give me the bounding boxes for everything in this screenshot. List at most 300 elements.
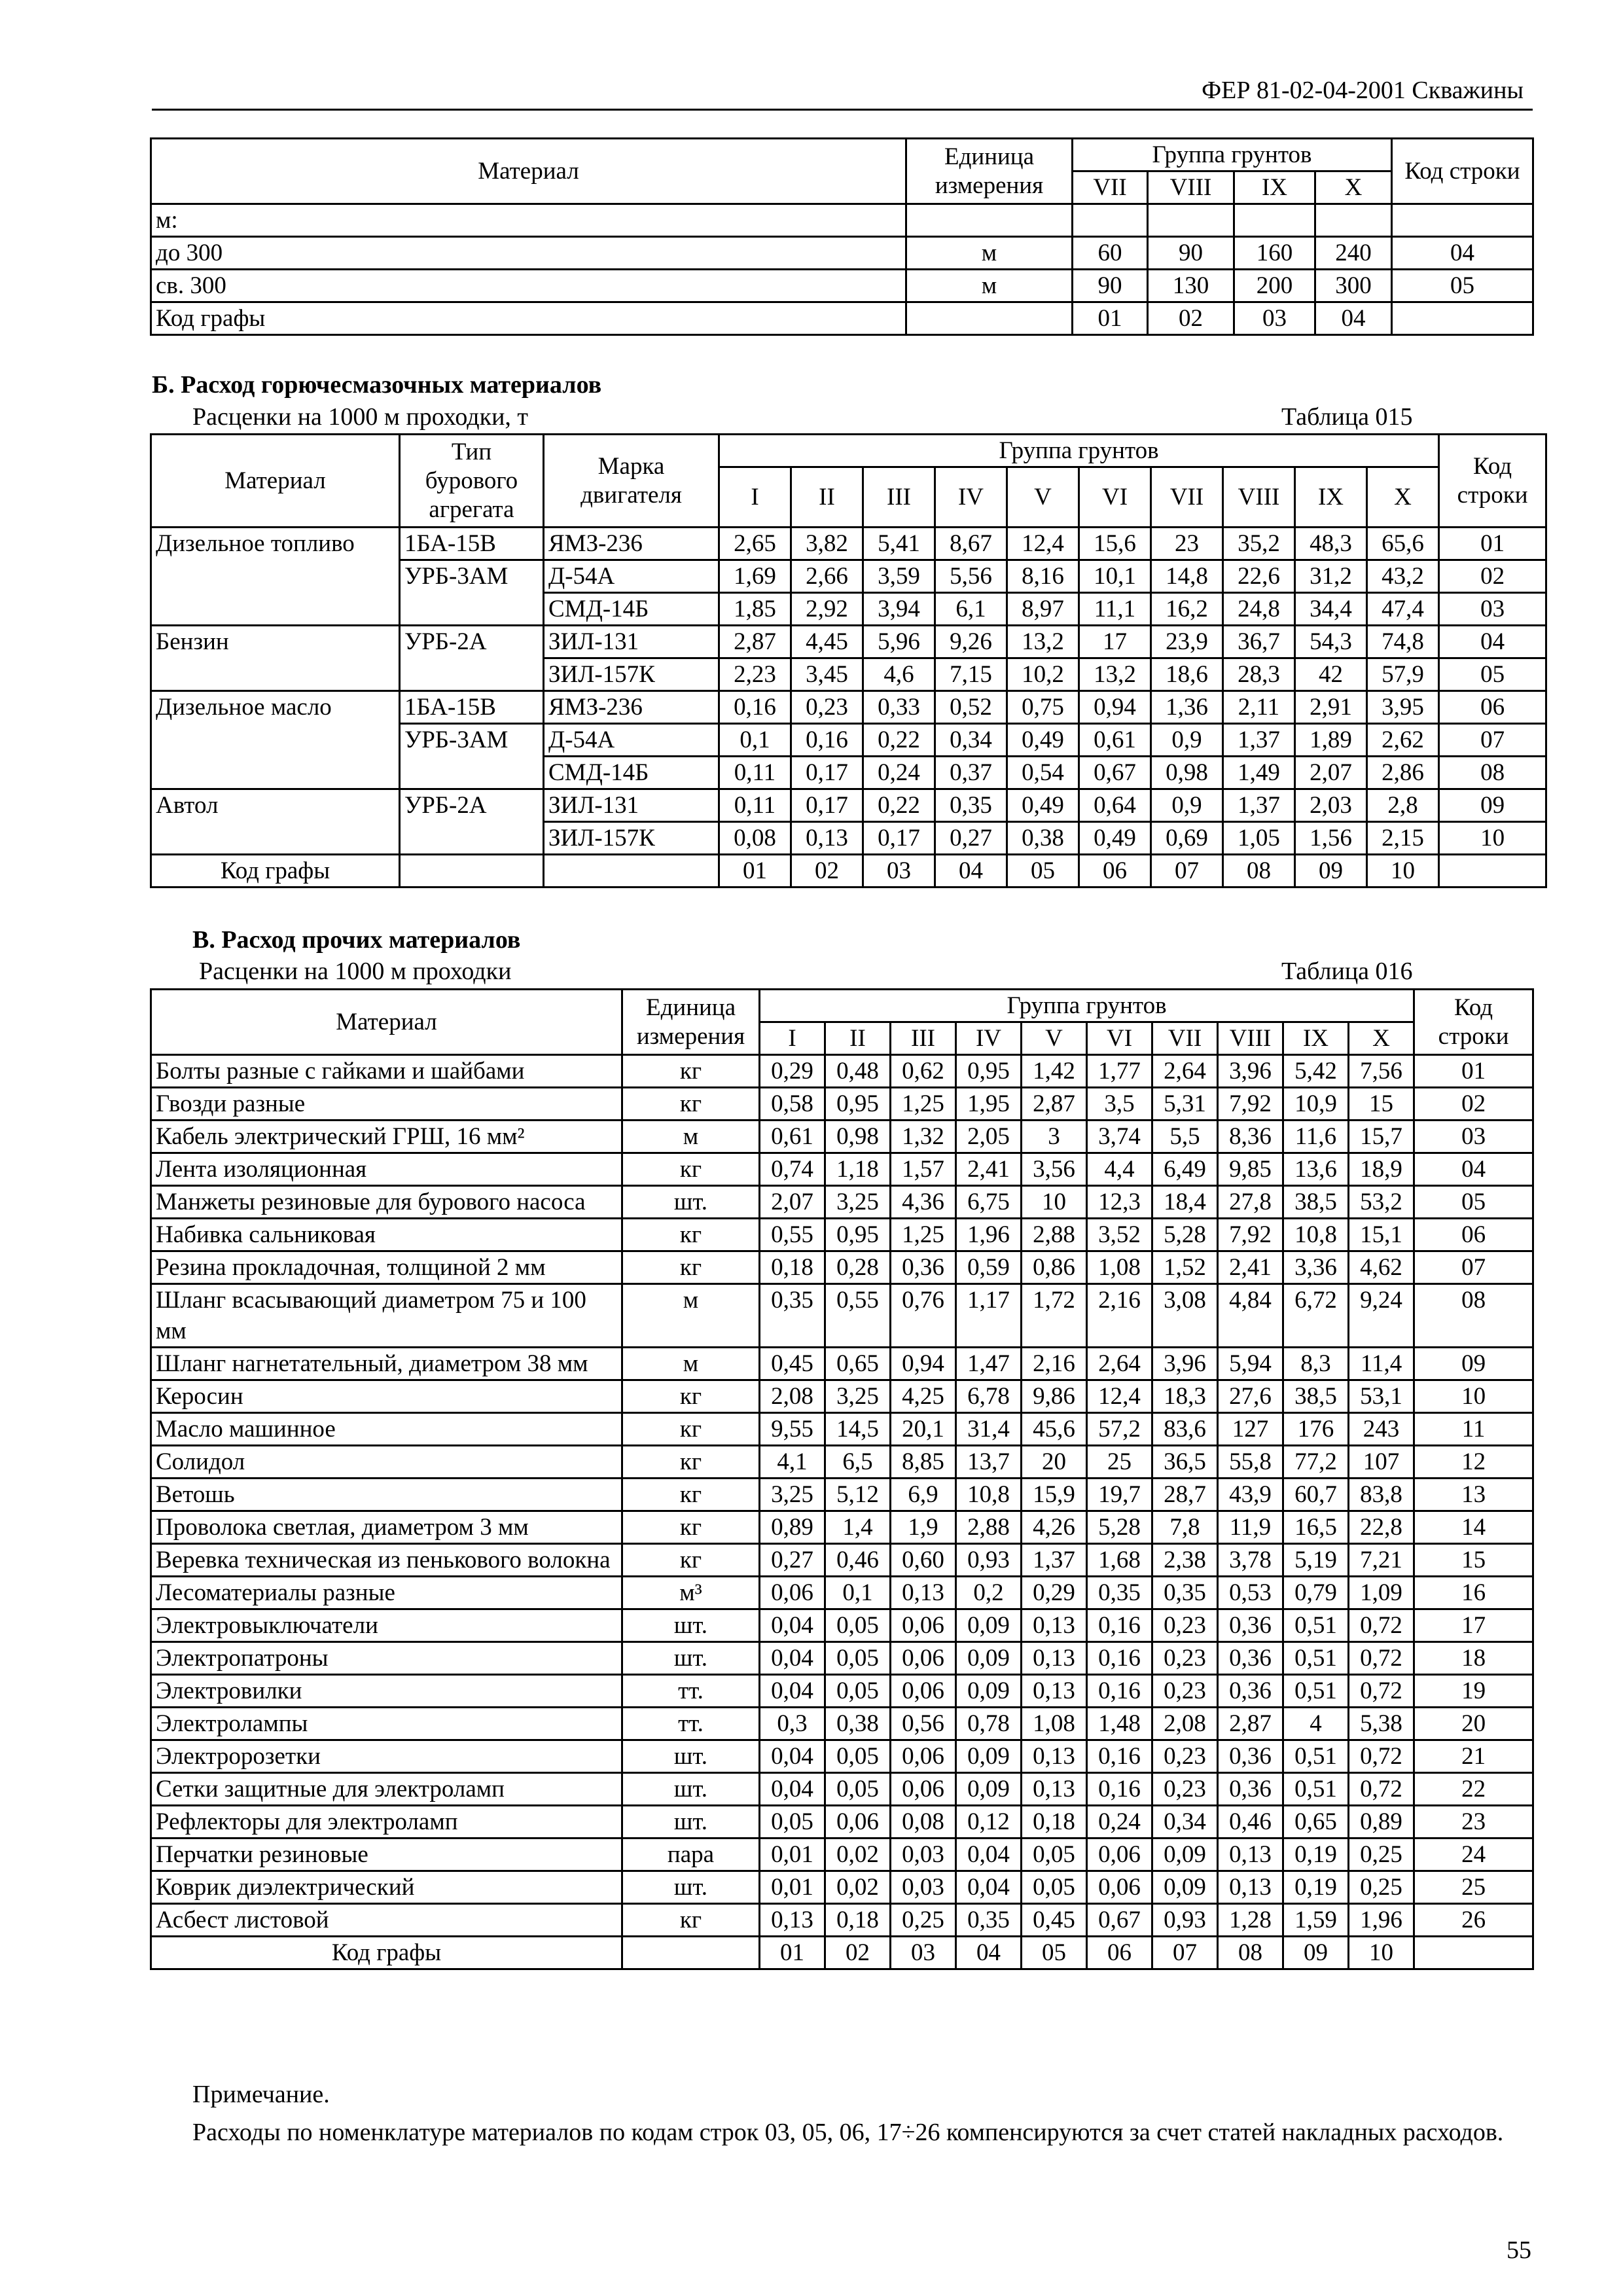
value-cell: 0,53 [1218, 1577, 1283, 1609]
value-cell: 0,05 [825, 1609, 891, 1642]
value-cell: 83,8 [1349, 1479, 1414, 1511]
engine-cell: ЗИЛ-131 [544, 789, 719, 822]
unit-cell: кг [622, 1413, 760, 1446]
value-cell: 0,27 [760, 1544, 825, 1577]
value-cell: 10,8 [1283, 1219, 1349, 1251]
table-row [151, 1544, 1533, 1577]
value-cell: 10,9 [1283, 1088, 1349, 1121]
value-cell: 5,28 [1152, 1219, 1218, 1251]
empty-cell [400, 855, 544, 888]
value-cell: 0,72 [1349, 1675, 1414, 1708]
value-cell: 2,38 [1152, 1544, 1218, 1577]
value-cell: 0,56 [891, 1708, 956, 1740]
value-cell: 240 [1315, 237, 1392, 270]
value-cell: 0,48 [825, 1055, 891, 1088]
value-cell: 0,58 [760, 1088, 825, 1121]
value-cell: 0,72 [1349, 1609, 1414, 1642]
value-cell: 0,55 [760, 1219, 825, 1251]
unit-cell: шт. [622, 1740, 760, 1773]
value-cell: 2,64 [1152, 1055, 1218, 1088]
unit-cell: шт. [622, 1186, 760, 1219]
material-cell: Шланг нагнетательный, диаметром 38 мм [151, 1348, 622, 1380]
value-cell: 0,09 [956, 1642, 1022, 1675]
value-cell: 3,08 [1152, 1284, 1218, 1348]
material-cell: Дизельное топливо [151, 528, 400, 626]
material-cell: Ветошь [151, 1479, 622, 1511]
row-code-cell: 03 [1439, 593, 1546, 626]
value-cell: 23,9 [1151, 626, 1223, 658]
col-type-header: Тип бурового агрегата [400, 435, 544, 528]
column-code-row [151, 855, 1546, 888]
table-row [151, 1413, 1533, 1446]
value-cell: 0,08 [891, 1806, 956, 1839]
value-cell: 0,13 [891, 1577, 956, 1609]
table-015-label: Таблица 015 [1281, 403, 1413, 431]
value-cell: 1,59 [1283, 1904, 1349, 1937]
row-code-cell: 09 [1414, 1348, 1533, 1380]
row-code-cell: 22 [1414, 1773, 1533, 1806]
unit-cell: кг [622, 1055, 760, 1088]
value-cell: 0,38 [825, 1708, 891, 1740]
value-cell: 1,72 [1022, 1284, 1087, 1348]
value-cell: 20 [1022, 1446, 1087, 1479]
row-code-cell: 01 [1439, 528, 1546, 560]
drill-type-cell: УРБ-2А [400, 626, 544, 691]
value-cell: 4,26 [1022, 1511, 1087, 1544]
value-cell: 0,49 [1007, 724, 1079, 757]
value-cell: 4 [1283, 1708, 1349, 1740]
value-cell: 0,19 [1283, 1871, 1349, 1904]
column-code-cell: 04 [1315, 302, 1392, 335]
value-cell: 5,94 [1218, 1348, 1283, 1380]
material-cell: Веревка техническая из пенькового волокна [151, 1544, 622, 1577]
row-code-cell: 23 [1414, 1806, 1533, 1839]
value-cell: 9,24 [1349, 1284, 1414, 1348]
value-cell: 0,22 [863, 724, 935, 757]
value-cell: 15,6 [1079, 528, 1151, 560]
value-cell: 0,95 [956, 1055, 1022, 1088]
value-cell: 25 [1087, 1446, 1152, 1479]
material-cell: Электророзетки [151, 1740, 622, 1773]
table-row [151, 789, 1546, 822]
value-cell: 0,09 [1152, 1871, 1218, 1904]
value-cell: 0,23 [1152, 1773, 1218, 1806]
value-cell: 8,85 [891, 1446, 956, 1479]
value-cell: 4,4 [1087, 1153, 1152, 1186]
value-cell: 4,45 [791, 626, 863, 658]
value-cell: 0,05 [1022, 1871, 1087, 1904]
material-cell: Лесоматериалы разные [151, 1577, 622, 1609]
value-cell: 20,1 [891, 1413, 956, 1446]
value-cell: 8,36 [1218, 1121, 1283, 1153]
value-cell: 11,9 [1218, 1511, 1283, 1544]
col-unit-header: Единица измерения [622, 990, 760, 1055]
value-cell: 0,79 [1283, 1577, 1349, 1609]
column-code-cell: 07 [1151, 855, 1223, 888]
value-cell [1315, 204, 1392, 237]
value-cell: 1,49 [1223, 757, 1295, 789]
value-cell: 5,56 [935, 560, 1007, 593]
empty-cell [622, 1937, 760, 1969]
value-cell: 0,13 [760, 1904, 825, 1937]
col-group-header: Группа грунтов [719, 435, 1439, 467]
value-cell: 18,3 [1152, 1380, 1218, 1413]
value-cell: 1,18 [825, 1153, 891, 1186]
value-cell: 107 [1349, 1446, 1414, 1479]
value-cell: 160 [1234, 237, 1315, 270]
value-cell: 0,61 [1079, 724, 1151, 757]
value-cell: 13,6 [1283, 1153, 1349, 1186]
value-cell: 0,13 [1022, 1773, 1087, 1806]
value-cell: 38,5 [1283, 1380, 1349, 1413]
table-row [151, 270, 1533, 302]
value-cell: 1,25 [891, 1088, 956, 1121]
material-cell: Болты разные с гайками и шайбами [151, 1055, 622, 1088]
value-cell: 57,2 [1087, 1413, 1152, 1446]
value-cell: 0,25 [1349, 1839, 1414, 1871]
value-cell: 2,65 [719, 528, 791, 560]
group-header-3: III [863, 467, 935, 528]
value-cell: 1,68 [1087, 1544, 1152, 1577]
table-016-label: Таблица 016 [1281, 958, 1413, 985]
material-cell: Резина прокладочная, толщиной 2 мм [151, 1251, 622, 1284]
value-cell: 0,17 [791, 789, 863, 822]
value-cell: 2,41 [1218, 1251, 1283, 1284]
value-cell: 6,78 [956, 1380, 1022, 1413]
row-code-cell: 08 [1439, 757, 1546, 789]
engine-cell: СМД-14Б [544, 593, 719, 626]
value-cell: 16,2 [1151, 593, 1223, 626]
material-cell: Электровилки [151, 1675, 622, 1708]
value-cell: 54,3 [1295, 626, 1367, 658]
table-row [151, 1708, 1533, 1740]
value-cell: 0,34 [935, 724, 1007, 757]
value-cell: 0,17 [791, 757, 863, 789]
value-cell: 3,59 [863, 560, 935, 593]
value-cell: 5,31 [1152, 1088, 1218, 1121]
value-cell: 3,52 [1087, 1219, 1152, 1251]
value-cell: 17 [1079, 626, 1151, 658]
value-cell: 0,08 [719, 822, 791, 855]
value-cell: 11,6 [1283, 1121, 1349, 1153]
value-cell: 0,93 [1152, 1904, 1218, 1937]
value-cell: 0,06 [891, 1609, 956, 1642]
row-code-cell: 06 [1439, 691, 1546, 724]
value-cell: 35,2 [1223, 528, 1295, 560]
value-cell: 10,1 [1079, 560, 1151, 593]
value-cell: 0,95 [825, 1219, 891, 1251]
group-header-3: IX [1234, 171, 1315, 204]
value-cell: 2,23 [719, 658, 791, 691]
column-code-cell: 08 [1218, 1937, 1283, 1969]
drill-type-cell: УРБ-3АМ [400, 560, 544, 626]
value-cell: 4,1 [760, 1446, 825, 1479]
value-cell: 48,3 [1295, 528, 1367, 560]
value-cell: 0,45 [760, 1348, 825, 1380]
material-cell: м: [151, 204, 906, 237]
value-cell: 43,9 [1218, 1479, 1283, 1511]
value-cell: 0,51 [1283, 1609, 1349, 1642]
value-cell: 0,24 [863, 757, 935, 789]
value-cell: 0,98 [825, 1121, 891, 1153]
unit-cell: кг [622, 1251, 760, 1284]
value-cell: 0,51 [1283, 1740, 1349, 1773]
value-cell: 22,8 [1349, 1511, 1414, 1544]
row-code-cell: 07 [1414, 1251, 1533, 1284]
value-cell: 0,2 [956, 1577, 1022, 1609]
column-code-cell: 05 [1022, 1937, 1087, 1969]
unit-cell: шт. [622, 1642, 760, 1675]
value-cell: 5,96 [863, 626, 935, 658]
value-cell: 2,91 [1295, 691, 1367, 724]
value-cell: 4,36 [891, 1186, 956, 1219]
engine-cell: Д-54А [544, 560, 719, 593]
row-code-cell: 04 [1414, 1153, 1533, 1186]
table-a [150, 137, 1534, 336]
value-cell: 0,72 [1349, 1740, 1414, 1773]
value-cell: 13,7 [956, 1446, 1022, 1479]
row-code-cell: 09 [1439, 789, 1546, 822]
value-cell: 7,56 [1349, 1055, 1414, 1088]
value-cell: 0,23 [1152, 1740, 1218, 1773]
value-cell: 3,96 [1152, 1348, 1218, 1380]
row-code-cell: 08 [1414, 1284, 1533, 1348]
unit-cell: тт. [622, 1708, 760, 1740]
value-cell: 4,62 [1349, 1251, 1414, 1284]
drill-type-cell: УРБ-3АМ [400, 724, 544, 789]
value-cell: 176 [1283, 1413, 1349, 1446]
group-header-9: IX [1295, 467, 1367, 528]
value-cell: 2,86 [1367, 757, 1439, 789]
unit-cell: м [622, 1348, 760, 1380]
value-cell: 300 [1315, 270, 1392, 302]
material-cell: Шланг всасывающий диаметром 75 и 100 мм [151, 1284, 622, 1348]
value-cell: 4,84 [1218, 1284, 1283, 1348]
material-cell: Дизельное масло [151, 691, 400, 789]
value-cell: 0,23 [1152, 1609, 1218, 1642]
group-header-1: I [760, 1022, 825, 1055]
group-header-10: X [1349, 1022, 1414, 1055]
material-cell: Масло машинное [151, 1413, 622, 1446]
unit-cell: кг [622, 1904, 760, 1937]
value-cell: 1,05 [1223, 822, 1295, 855]
value-cell: 0,51 [1283, 1773, 1349, 1806]
value-cell: 4,6 [863, 658, 935, 691]
row-code-cell: 12 [1414, 1446, 1533, 1479]
value-cell: 0,05 [825, 1642, 891, 1675]
value-cell: 57,9 [1367, 658, 1439, 691]
value-cell: 0,06 [825, 1806, 891, 1839]
table-015 [150, 433, 1547, 888]
value-cell: 1,36 [1151, 691, 1223, 724]
material-cell: Проволока светлая, диаметром 3 мм [151, 1511, 622, 1544]
value-cell: 0,06 [1087, 1839, 1152, 1871]
value-cell: 8,16 [1007, 560, 1079, 593]
value-cell: 0,16 [1087, 1609, 1152, 1642]
unit-cell: кг [622, 1380, 760, 1413]
value-cell: 0,18 [760, 1251, 825, 1284]
value-cell: 0,04 [760, 1609, 825, 1642]
column-code-cell: 03 [891, 1937, 956, 1969]
value-cell: 0,89 [1349, 1806, 1414, 1839]
value-cell: 1,77 [1087, 1055, 1152, 1088]
value-cell: 3,78 [1218, 1544, 1283, 1577]
unit-cell [906, 204, 1073, 237]
column-code-row [151, 1937, 1533, 1969]
col-code-header: Код строки [1439, 435, 1546, 528]
col-material-header: Материал [151, 139, 906, 204]
value-cell: 0,64 [1079, 789, 1151, 822]
value-cell: 0,16 [719, 691, 791, 724]
unit-cell: м [622, 1284, 760, 1348]
section-b-subtitle: Расценки на 1000 м проходки, т [192, 403, 529, 431]
col-code-header: Код строки [1392, 139, 1533, 204]
value-cell: 5,5 [1152, 1121, 1218, 1153]
row-code-cell: 11 [1414, 1413, 1533, 1446]
value-cell: 0,86 [1022, 1251, 1087, 1284]
value-cell: 0,35 [935, 789, 1007, 822]
unit-cell: шт. [622, 1609, 760, 1642]
document-title: ФЕР 81-02-04-2001 Скважины [1202, 77, 1524, 104]
value-cell: 0,05 [825, 1675, 891, 1708]
value-cell: 0,09 [1152, 1839, 1218, 1871]
value-cell: 1,96 [1349, 1904, 1414, 1937]
value-cell: 0,22 [863, 789, 935, 822]
value-cell: 1,37 [1022, 1544, 1087, 1577]
value-cell: 24,8 [1223, 593, 1295, 626]
unit-cell: шт. [622, 1871, 760, 1904]
section-c-title: В. Расход прочих материалов [192, 926, 521, 954]
column-code-cell: 01 [760, 1937, 825, 1969]
value-cell: 0,13 [1022, 1675, 1087, 1708]
unit-cell: пара [622, 1839, 760, 1871]
column-code-cell: 09 [1295, 855, 1367, 888]
value-cell: 0,03 [891, 1871, 956, 1904]
value-cell: 1,56 [1295, 822, 1367, 855]
value-cell: 9,86 [1022, 1380, 1087, 1413]
table-row [151, 626, 1546, 658]
value-cell: 0,9 [1151, 789, 1223, 822]
value-cell: 18,6 [1151, 658, 1223, 691]
column-code-label: Код графы [151, 855, 400, 888]
value-cell: 36,7 [1223, 626, 1295, 658]
group-header-8: VIII [1218, 1022, 1283, 1055]
value-cell: 127 [1218, 1413, 1283, 1446]
value-cell: 28,3 [1223, 658, 1295, 691]
value-cell: 0,05 [1022, 1839, 1087, 1871]
value-cell: 0,25 [891, 1904, 956, 1937]
value-cell: 0,89 [760, 1511, 825, 1544]
value-cell: 42 [1295, 658, 1367, 691]
note-title: Примечание. [192, 2081, 330, 2108]
value-cell: 34,4 [1295, 593, 1367, 626]
value-cell: 6,1 [935, 593, 1007, 626]
value-cell: 0,35 [1087, 1577, 1152, 1609]
value-cell: 1,47 [956, 1348, 1022, 1380]
column-code-cell: 02 [1148, 302, 1234, 335]
value-cell: 10,8 [956, 1479, 1022, 1511]
value-cell: 36,5 [1152, 1446, 1218, 1479]
value-cell: 3 [1022, 1121, 1087, 1153]
value-cell: 3,5 [1087, 1088, 1152, 1121]
value-cell: 83,6 [1152, 1413, 1218, 1446]
value-cell: 3,96 [1218, 1055, 1283, 1088]
table-row [151, 1642, 1533, 1675]
column-code-cell: 02 [825, 1937, 891, 1969]
value-cell: 5,12 [825, 1479, 891, 1511]
group-header-7: VII [1152, 1022, 1218, 1055]
material-cell: Гвозди разные [151, 1088, 622, 1121]
table-row [151, 1839, 1533, 1871]
page-number: 55 [1507, 2236, 1531, 2264]
group-header-5: V [1007, 467, 1079, 528]
note-text: Расходы по номенклатуре материалов по кодам строк 03, 05, 06, 17÷26 компенсируются за счет статей накладных расходов. [192, 2119, 1504, 2146]
value-cell: 7,92 [1218, 1088, 1283, 1121]
col-material-header: Материал [151, 990, 622, 1055]
row-code-cell: 17 [1414, 1609, 1533, 1642]
value-cell: 1,52 [1152, 1251, 1218, 1284]
value-cell: 0,49 [1007, 789, 1079, 822]
value-cell: 0,33 [863, 691, 935, 724]
value-cell: 1,08 [1022, 1708, 1087, 1740]
group-header-10: X [1367, 467, 1439, 528]
table-row [151, 1773, 1533, 1806]
value-cell: 0,36 [1218, 1740, 1283, 1773]
value-cell: 2,07 [1295, 757, 1367, 789]
value-cell: 3,25 [825, 1380, 891, 1413]
row-code-cell: 06 [1414, 1219, 1533, 1251]
unit-cell: м³ [622, 1577, 760, 1609]
value-cell: 5,42 [1283, 1055, 1349, 1088]
value-cell: 9,26 [935, 626, 1007, 658]
row-code-cell: 05 [1414, 1186, 1533, 1219]
unit-cell: м [906, 237, 1073, 270]
value-cell: 0,06 [891, 1773, 956, 1806]
material-cell: Асбест листовой [151, 1904, 622, 1937]
material-cell: Лента изоляционная [151, 1153, 622, 1186]
value-cell: 47,4 [1367, 593, 1439, 626]
value-cell: 18,4 [1152, 1186, 1218, 1219]
value-cell: 22,6 [1223, 560, 1295, 593]
engine-cell: ЗИЛ-157К [544, 658, 719, 691]
value-cell: 0,05 [760, 1806, 825, 1839]
value-cell: 3,25 [825, 1186, 891, 1219]
value-cell: 2,87 [1218, 1708, 1283, 1740]
unit-cell: шт. [622, 1806, 760, 1839]
value-cell: 1,37 [1223, 724, 1295, 757]
value-cell: 0,45 [1022, 1904, 1087, 1937]
value-cell: 9,55 [760, 1413, 825, 1446]
value-cell: 2,08 [1152, 1708, 1218, 1740]
table-row [151, 691, 1546, 724]
value-cell: 0,05 [825, 1740, 891, 1773]
value-cell: 12,3 [1087, 1186, 1152, 1219]
value-cell: 7,15 [935, 658, 1007, 691]
row-code-cell: 10 [1439, 822, 1546, 855]
value-cell: 5,41 [863, 528, 935, 560]
value-cell: 10 [1022, 1186, 1087, 1219]
column-code-cell: 01 [1073, 302, 1148, 335]
value-cell: 0,75 [1007, 691, 1079, 724]
value-cell: 18,9 [1349, 1153, 1414, 1186]
unit-cell: кг [622, 1446, 760, 1479]
value-cell: 0,16 [791, 724, 863, 757]
row-code-cell: 01 [1414, 1055, 1533, 1088]
column-code-cell: 07 [1152, 1937, 1218, 1969]
value-cell: 2,62 [1367, 724, 1439, 757]
value-cell: 23 [1151, 528, 1223, 560]
unit-cell: м [622, 1121, 760, 1153]
